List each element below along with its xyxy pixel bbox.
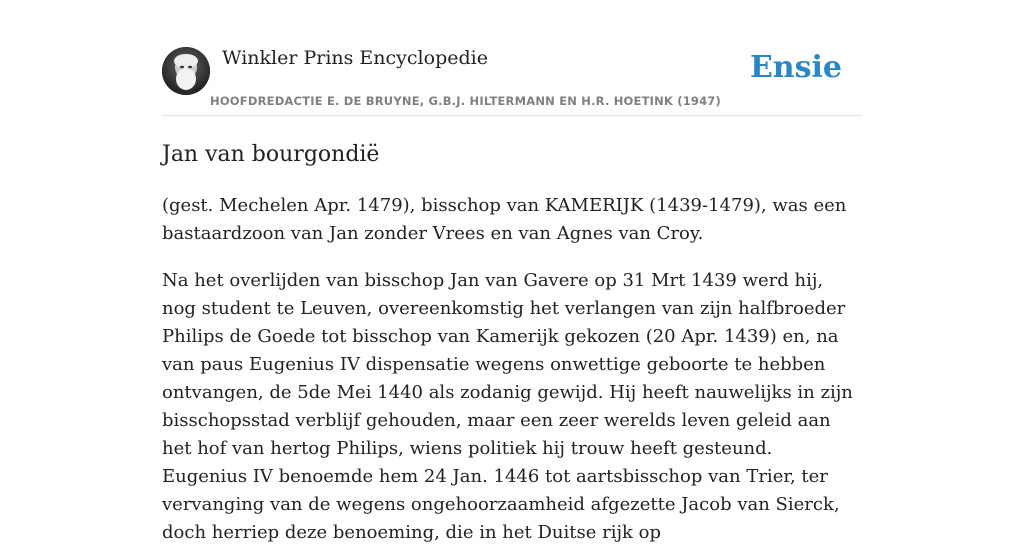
portrait-photo-icon [162, 47, 210, 95]
publication-title[interactable]: Winkler Prins Encyclopedie [222, 47, 488, 69]
editor-portrait-avatar[interactable] [162, 47, 210, 95]
article-title: Jan van bourgondië [162, 142, 380, 167]
editors-credit: HOOFDREDACTIE E. DE BRUYNE, G.B.J. HILTERMANN EN H.R. HOETINK (1947) [210, 94, 721, 108]
article-paragraph: Na het overlijden van bisschop Jan van Gavere op 31 Mrt 1439 werd hij, nog student te Leuven, overeenkomstig het verlangen van zijn halfbroeder Philips de Goede tot bisschop van Kamerijk gekozen (20 Apr. 1439) en, na van paus Eugenius IV dispensatie wegens onwettige geboorte te hebben ontvangen, de 5de Mei 1440 als zodanig gewijd. Hij heeft nauwelijks in zijn bisschopsstad verblijf gehouden, maar een zeer werelds leven geleid aan het hof van hertog Philips, wiens politiek hij trouw heeft gesteund. Eugenius IV benoemde hem 24 Jan. 1446 tot aartsbisschop van Trier, ter vervanging van de wegens ongehoorzaamheid afgezette Jacob van Sierck, doch herriep deze benoeming, die in het Duitse rijk op [162, 270, 853, 543]
site-header [162, 44, 862, 116]
ensie-brand-logo[interactable]: Ensie [749, 50, 842, 85]
article-paragraph: (gest. Mechelen Apr. 1479), bisschop van KAMERIJK (1439-1479), was een bastaardzoon van Jan zonder Vrees en van Agnes van Croy. [162, 195, 847, 244]
article-content [162, 140, 862, 547]
